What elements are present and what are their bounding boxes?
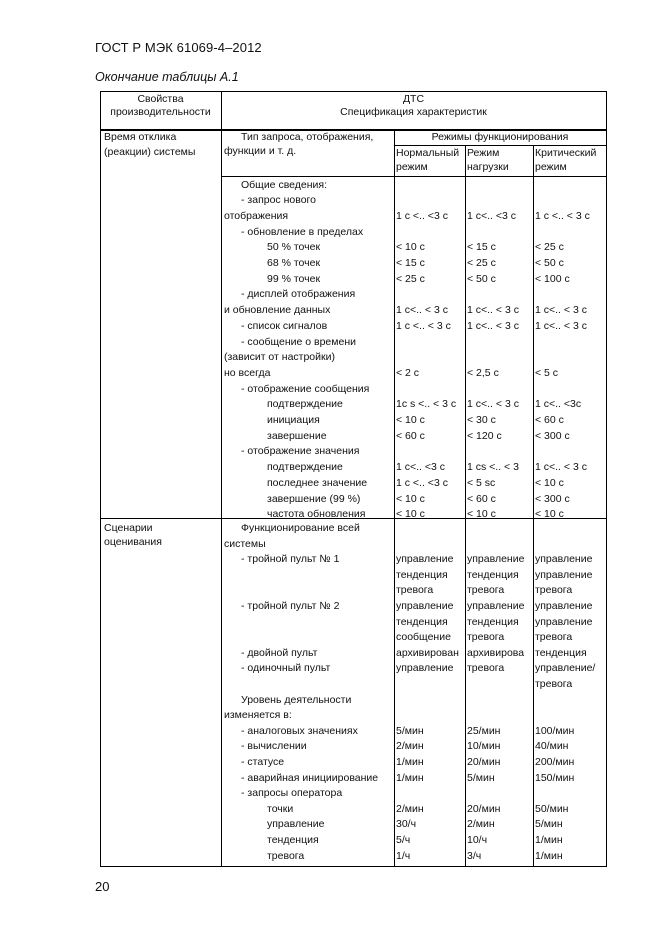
cell-value: < 25 с	[535, 241, 564, 254]
column-header-properties: Свойства	[137, 93, 184, 105]
cell-value: 200/мин	[535, 756, 575, 768]
row-label: последнее значение	[267, 476, 368, 489]
cell-value: < 25 с	[467, 257, 496, 269]
cell-value: < 100 с	[535, 272, 570, 285]
row-label: частота обновления	[267, 508, 366, 521]
cell-value: тревога	[535, 584, 573, 597]
row-label: (зависит от настройки)	[224, 351, 335, 364]
cell-value: < 2 с	[396, 366, 420, 379]
cell-value: управление	[535, 553, 593, 566]
cell-value: управление	[467, 600, 525, 612]
cell-value: < 2,5 с	[467, 366, 499, 379]
cell-value: 1 с <.. < 3 с	[396, 319, 451, 332]
cell-value: 1 с<.. < 3 с	[396, 304, 448, 317]
cell-value: 5/мин	[396, 724, 424, 737]
cell-value: < 300 с	[535, 429, 570, 442]
row-label: - дисплей отображения	[241, 288, 356, 301]
cell-value: 150/мин	[535, 771, 575, 784]
subheader-request-type: Тип запроса, отображения,	[241, 131, 374, 143]
row-label: но всегда	[224, 366, 271, 379]
cell-value: управление	[396, 553, 454, 566]
cell-value: 30/ч	[396, 818, 417, 831]
row-label: Общие сведения:	[241, 178, 327, 191]
cell-value: < 5 sс	[467, 476, 496, 489]
row-label: - статусе	[241, 756, 285, 768]
cell-value: < 15 с	[396, 257, 425, 269]
cell-value: 1 с<.. < 3 с	[467, 304, 519, 317]
row-label: 68 % точек	[267, 257, 321, 269]
row-label: - тройной пульт № 2	[241, 600, 340, 612]
cell-value: 5/мин	[467, 771, 495, 784]
cell-value: 2/мин	[396, 802, 424, 815]
cell-value: управление	[467, 553, 525, 566]
row-label: Функционирование всей	[241, 522, 360, 534]
row-label: - список сигналов	[241, 319, 328, 332]
cell-value: < 10 с	[396, 241, 425, 254]
cell-value: < 10 с	[535, 508, 564, 521]
row-label: - аварийная инициирование	[241, 771, 379, 784]
row-label: 99 % точек	[267, 272, 321, 285]
cell-value: тенденция	[535, 646, 587, 659]
row-label: подтверждение	[267, 398, 343, 411]
mode-header: Критический	[535, 147, 597, 159]
row-label: - отображение значения	[241, 445, 360, 458]
section-label: Сценарии	[104, 522, 153, 534]
row-label: - сообщение о времени	[241, 335, 356, 348]
cell-value: 1/мин	[396, 771, 424, 784]
cell-value: < 60 с	[467, 492, 496, 505]
cell-value: < 5 с	[535, 366, 559, 379]
row-label: подтверждение	[267, 461, 343, 474]
cell-value: управление	[535, 600, 593, 612]
cell-value: < 120 с	[467, 429, 502, 442]
column-header-dts: ДТС	[402, 93, 425, 105]
cell-value: 1 сs <.. < 3	[467, 461, 519, 474]
cell-value: тревога	[467, 631, 505, 644]
row-label: - обновление в пределах	[241, 225, 364, 238]
mode-header: нагрузки	[467, 161, 509, 173]
row-label: системы	[224, 537, 266, 550]
cell-value: управление	[535, 615, 593, 628]
row-label: - аналоговых значениях	[241, 724, 358, 737]
row-label: тенденция	[267, 834, 319, 846]
cell-value: архивирован	[396, 646, 459, 659]
table-border-top	[100, 91, 606, 92]
cell-value: 1/ч	[396, 849, 411, 862]
cell-value: 20/мин	[467, 802, 501, 815]
cell-value: тревога	[535, 631, 573, 644]
table-border-left	[100, 91, 101, 866]
cell-value: 2/мин	[467, 818, 495, 831]
table-border-bottom	[100, 866, 607, 867]
cell-value: < 10 с	[396, 508, 425, 521]
cell-value: 1/мин	[396, 756, 424, 768]
cell-value: управление	[396, 662, 454, 675]
table-caption: Окончание таблицы А.1	[95, 70, 239, 84]
row-label: Уровень деятельности	[241, 693, 352, 706]
cell-value: < 300 с	[535, 492, 570, 505]
modes-divider	[394, 145, 606, 146]
cell-value: < 10 с	[467, 508, 496, 521]
row-label: - одиночный пульт	[241, 662, 331, 675]
cell-value: 1 с<.. <3 с	[467, 209, 517, 222]
row-label: - тройной пульт № 1	[241, 553, 340, 566]
cell-value: управление	[396, 600, 454, 612]
row-label: - двойной пульт	[241, 646, 318, 659]
cell-value: 1 с<.. < 3 с	[535, 461, 587, 474]
row-label: - запросы оператора	[241, 787, 343, 800]
subheader-modes: Режимы функционирования	[431, 131, 569, 143]
cell-value: < 50 с	[535, 257, 564, 269]
cell-value: 3/ч	[467, 849, 482, 862]
row-label: тревога	[267, 849, 305, 862]
cell-value: тенденция	[467, 615, 519, 628]
mode-header: Режим	[467, 147, 500, 159]
row-label: завершение (99 %)	[267, 492, 361, 505]
section-label: Время отклика	[104, 131, 177, 143]
cell-value: 5/мин	[535, 818, 563, 831]
row-label: - отображение сообщения	[241, 382, 370, 395]
section-label: оценивания	[104, 536, 162, 548]
cell-value: 1 с<.. <3 с	[396, 461, 446, 474]
cell-value: тревога	[467, 584, 505, 597]
cell-value: тенденция	[396, 568, 448, 581]
cell-value: 1 с<.. <3с	[535, 398, 582, 411]
cell-value: 1 с<.. < 3 с	[535, 319, 587, 332]
row-label: точки	[267, 802, 294, 815]
cell-value: тенденция	[396, 615, 448, 628]
cell-value: 1с s <.. < 3 с	[396, 398, 457, 411]
row-label: изменяется в:	[224, 709, 292, 722]
document-code: ГОСТ Р МЭК 61069-4–2012	[95, 40, 262, 55]
table-border-right	[606, 91, 607, 867]
cell-value: тенденция	[467, 568, 519, 581]
cell-value: 20/мин	[467, 756, 501, 768]
row-label: 50 % точек	[267, 241, 321, 254]
subheader-request-type: функции и т. д.	[224, 145, 297, 157]
cell-value: 10/мин	[467, 740, 501, 753]
row-label: и обновление данных	[224, 304, 331, 317]
column-divider	[533, 145, 534, 866]
cell-value: < 10 с	[535, 476, 564, 489]
row-label: завершение	[267, 429, 327, 442]
cell-value: 50/мин	[535, 802, 569, 815]
cell-value: 1 с<.. < 3 с	[535, 304, 587, 317]
cell-value: 100/мин	[535, 724, 575, 737]
mode-header: режим	[535, 161, 567, 173]
cell-value: 1 с<.. < 3 с	[467, 398, 519, 411]
cell-value: 1/мин	[535, 849, 563, 862]
column-divider	[221, 91, 222, 866]
row-label: - вычислении	[241, 740, 307, 753]
cell-value: 10/ч	[467, 834, 488, 846]
subheader-divider	[221, 176, 606, 177]
section-label: (реакции) системы	[104, 146, 196, 158]
cell-value: 40/мин	[535, 740, 569, 753]
cell-value: тревога	[467, 662, 505, 675]
cell-value: 1 с <.. <3 с	[396, 476, 448, 489]
cell-value: тревога	[396, 584, 434, 597]
column-divider	[394, 129, 395, 866]
cell-value: управление	[535, 568, 593, 581]
cell-value: < 15 с	[467, 241, 496, 254]
mode-header: режим	[396, 161, 428, 173]
cell-value: тревога	[535, 678, 573, 690]
cell-value: архивирова	[467, 646, 525, 659]
cell-value: < 10 с	[396, 414, 425, 426]
cell-value: 1 с<.. < 3 с	[467, 319, 519, 332]
cell-value: < 30 с	[467, 414, 496, 426]
cell-value: 25/мин	[467, 724, 501, 737]
cell-value: < 25 с	[396, 272, 425, 285]
cell-value: < 10 с	[396, 492, 425, 505]
cell-value: 2/мин	[396, 740, 424, 753]
column-header-properties: производительности	[110, 106, 211, 118]
cell-value: 5/ч	[396, 834, 411, 846]
row-label: инициация	[267, 414, 320, 426]
row-label: управление	[267, 818, 325, 831]
row-label: отображения	[224, 209, 289, 222]
cell-value: 1 с <.. <3 с	[396, 209, 448, 222]
row-label: - запрос нового	[241, 194, 316, 207]
cell-value: < 50 с	[467, 272, 496, 285]
column-divider	[465, 145, 466, 866]
column-header-dts: Спецификация характеристик	[340, 106, 487, 118]
cell-value: 1/мин	[535, 834, 563, 846]
cell-value: < 60 с	[535, 414, 564, 426]
cell-value: 1 с <.. < 3 с	[535, 209, 590, 222]
mode-header: Нормальный	[396, 147, 460, 159]
cell-value: управление/	[535, 662, 596, 675]
cell-value: сообщение	[396, 631, 451, 644]
page-number: 20	[95, 879, 110, 894]
cell-value: < 60 с	[396, 429, 425, 442]
